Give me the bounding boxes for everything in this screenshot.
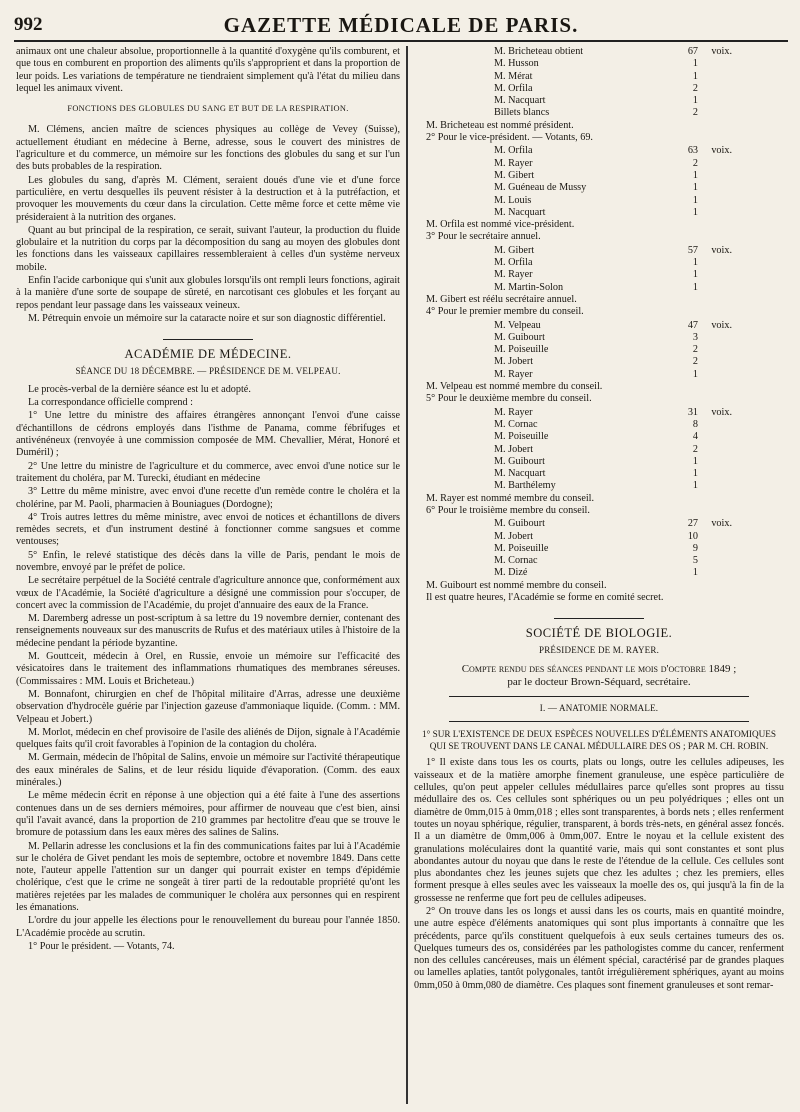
candidate-name: M. Dizé — [494, 567, 528, 579]
section-divider — [449, 696, 749, 697]
closing-line: Il est quatre heures, l'Académie se forme en comité secret. — [426, 592, 664, 604]
vote-count: 2 — [692, 157, 698, 169]
vote-table-4 — [414, 320, 784, 381]
academie-heading: ACADÉMIE DE MÉDECINE. — [124, 347, 292, 362]
candidate-name: M. Guibourt — [494, 518, 545, 530]
vote-unit: voix. — [711, 145, 732, 157]
candidate-name: M. Rayer — [494, 406, 533, 418]
vote-heading: 3° Pour le secrétaire annuel. — [426, 231, 541, 243]
vote-row — [414, 46, 784, 58]
vote-count: 1 — [692, 269, 698, 281]
vote-row — [414, 158, 784, 170]
vote-count: 57 — [687, 244, 698, 256]
vote-count: 1 — [692, 95, 698, 107]
candidate-name: M. Jobert — [494, 443, 534, 455]
part-heading: I. — ANATOMIE NORMALE. — [539, 702, 659, 713]
candidate-name: M. Rayer — [494, 368, 533, 380]
vote-row — [414, 71, 784, 83]
paragraph: 2° Une lettre du ministre de l'agriculture et du commerce, avec envoi d'une notice sur le traitement du choléra, par M. Turecki, étudiant en médecine — [16, 460, 400, 484]
vote-row — [414, 58, 784, 70]
left-column — [16, 46, 400, 1104]
paragraph: 1° Pour le président. — Votants, 74. — [28, 940, 175, 952]
candidate-name: M. Cornac — [494, 418, 538, 430]
compte-rendu-author: par le docteur Brown-Séquard, secrétaire. — [507, 676, 691, 689]
seance-heading: SÉANCE DU 18 DÉCEMBRE. — PRÉSIDENCE DE M. VELPEAU. — [75, 365, 341, 376]
paragraph: L'ordre du jour appelle les élections pour le renouvellement du bureau pour l'année 1850. L'Académie procède au scrutin. — [16, 915, 400, 939]
vote-unit: voix. — [711, 244, 732, 256]
paragraph: Le secrétaire perpétuel de la Société centrale d'agriculture annonce que, conformément aux vœux de l'Académie, la Société d'agriculture a désigné une commission pour s'occuper, de concert avec la commission de l'Académie, du projet d'annuaire des eaux de la France. — [16, 575, 400, 611]
vote-count: 5 — [692, 555, 698, 567]
candidate-name: M. Louis — [494, 194, 532, 206]
candidate-name: M. Nacquart — [494, 206, 546, 218]
vote-count: 4 — [692, 431, 698, 443]
vote-table-5 — [414, 407, 784, 493]
paragraph: 2° On trouve dans les os longs et aussi dans les os courts, mais en quantité moindre, une autre espèce d'éléments anatomiques qui sont plus importants à connaître que les précédents, parce qu'ils constituent quelquefois à eux seuls certaines tumeurs des os. Quelques tumeurs des os, considérées par les pathologistes comme du cancer, renferment non des cellules cancéreuses, mais un élément spécial, caractérisé par de grandes plaques ou lamelles aplaties, tantôt polygonales, tantôt irrégulièrement sphériques, ayant au moins 0mm,050 à 0mm,080 de diamètre. Ces plaques sont finement granuleuses et sont remar- — [414, 906, 784, 991]
paragraph: Le même médecin écrit en réponse à une objection qui a été faite à l'une des assertions contenues dans un de ses derniers mémoires, pour affirmer de nouveau que c'est bien, ainsi qu'il l'avait avancé, dans la proportion de 210 grammes par hectolitre d'eau que se trouve le bromure de potassium dans les eaux mères des salines de Salins. — [16, 790, 400, 839]
article-title: 1° SUR L'EXISTENCE DE DEUX ESPÈCES NOUVELLES D'ÉLÉMENTS ANATOMIQUES QUI SE TROUVENT DANS LE CANAL MÉDULLAIRE DES OS ; PAR M. CH. ROBIN. — [422, 728, 776, 752]
vote-table-1 — [414, 46, 784, 120]
vote-table-3 — [414, 245, 784, 294]
paragraph: 1° Une lettre du ministre des affaires étrangères annonçant l'envoi d'une caisse d'échantillons de cédrons employés dans l'isthme de Panama, comme fébrifuges et antivénéneux (renvoyée à une commission composée de MM. Chevallier, Mérat, Honoré et Duméril) ; — [16, 410, 400, 459]
candidate-name: M. Husson — [494, 58, 539, 70]
candidate-name: M. Bricheteau obtient — [494, 46, 584, 57]
vote-count: 2 — [692, 443, 698, 455]
paragraph: M. Bonnafont, chirurgien en chef de l'hôpital militaire d'Arras, adresse une deuxième observation d'hydrocèle guérie par l'injection gazeuse d'ammoniaque liquide. (Comm. : MM. Velpeau et Jobert.) — [16, 688, 400, 725]
vote-table-6 — [414, 518, 784, 579]
vote-count: 1 — [692, 468, 698, 480]
candidate-name: M. Gibert — [494, 169, 535, 181]
vote-table-2 — [414, 145, 784, 219]
candidate-name: M. Guibourt — [494, 331, 545, 343]
vote-row — [414, 145, 784, 157]
candidate-name: M. Martin-Solon — [494, 281, 564, 293]
vote-result: M. Velpeau est nommé membre du conseil. — [426, 381, 603, 393]
vote-row — [414, 257, 784, 269]
presidence-heading: PRÉSIDENCE DE M. RAYER. — [538, 644, 660, 655]
candidate-name: M. Mérat — [494, 70, 533, 82]
paragraph: Enfin l'acide carbonique qui s'unit aux globules lorsqu'ils ont rempli leurs fonctions, agirait à la manière d'une sorte de soupape de sûreté, en narcotisant ces globules et les forçant au repos pendant leur passage dans les vaisseaux veineux. — [16, 275, 400, 311]
vote-unit: voix. — [711, 46, 732, 57]
vote-row — [414, 480, 784, 492]
vote-heading: 5° Pour le deuxième membre du conseil. — [426, 393, 592, 405]
candidate-name: M. Orfila — [494, 145, 533, 157]
vote-row — [414, 332, 784, 344]
vote-count: 1 — [692, 368, 698, 380]
vote-unit: voix. — [711, 518, 732, 530]
vote-row — [414, 320, 784, 332]
newspaper-page — [14, 10, 788, 1106]
vote-row — [414, 356, 784, 368]
paragraph: M. Morlot, médecin en chef provisoire de l'asile des aliénés de Dijon, signale à l'Académie quelques faits qu'il croit favorables à l'opinion de la contagion du choléra. — [16, 726, 400, 751]
vote-result: M. Guibourt est nommé membre du conseil. — [426, 579, 607, 591]
candidate-name: M. Cornac — [494, 555, 538, 567]
candidate-name: M. Orfila — [494, 257, 533, 269]
vote-row — [414, 555, 784, 567]
paragraph: Le procès-verbal de la dernière séance est lu et adopté. — [28, 383, 251, 395]
columns — [14, 46, 788, 1104]
candidate-name: M. Rayer — [494, 157, 533, 169]
vote-result: M. Rayer est nommé membre du conseil. — [426, 492, 595, 504]
vote-row — [414, 518, 784, 530]
vote-count: 1 — [692, 257, 698, 269]
paragraph: 4° Trois autres lettres du même ministre, avec envoi de notices et échantillons de divers remèdes secrets, et d'un instrument destiné à fonctionner comme sangsues et comme ventouses; — [16, 511, 400, 548]
vote-result: M. Bricheteau est nommé président. — [426, 119, 574, 131]
candidate-name: M. Poiseuille — [494, 542, 549, 554]
vote-count: 1 — [692, 480, 698, 492]
section-rubric: FONCTIONS DES GLOBULES DU SANG ET BUT DE LA RESPIRATION. — [67, 104, 349, 114]
vote-row — [414, 468, 784, 480]
paragraph: M. Germain, médecin de l'hôpital de Salins, envoie un mémoire sur l'activité thérapeutique des eaux minérales de Salins, et de leur résidu liquide d'évaporation. (Comm. des eaux minérales.) — [16, 752, 400, 789]
vote-row — [414, 207, 784, 219]
vote-row — [414, 282, 784, 294]
paragraph: M. Daremberg adresse un post-scriptum à sa lettre du 19 novembre dernier, contenant des renseignements nouveaux sur des manuscrits de Rufus et des matériaux utiles à l'histoire de la médecine pendant la période byzantine. — [16, 613, 400, 649]
paragraph: animaux ont une chaleur absolue, proportionnelle à la quantité d'oxygène qu'ils comburent, et que tous en comburent en proportion des aliments qu'ils s'approprient et dans la proportion de leur poids. Les variations de température ne tiendraient simplement qu'à l'état du milieu dans lequel les animaux vivent. — [16, 46, 400, 94]
vote-row — [414, 344, 784, 356]
vote-count: 1 — [692, 169, 698, 181]
paragraph: La correspondance officielle comprend : — [28, 397, 193, 409]
vote-count: 2 — [692, 107, 698, 119]
vote-row — [414, 83, 784, 95]
candidate-name: M. Velpeau — [494, 319, 541, 331]
vote-count: 2 — [692, 356, 698, 368]
candidate-name: M. Nacquart — [494, 468, 546, 480]
vote-result: M. Orfila est nommé vice-président. — [426, 219, 575, 231]
vote-heading: 2° Pour le vice-président. — Votants, 69. — [426, 132, 593, 144]
vote-count: 1 — [692, 206, 698, 218]
journal-title: GAZETTE MÉDICALE DE PARIS. — [223, 13, 579, 37]
section-divider — [449, 721, 749, 722]
vote-row — [414, 245, 784, 257]
vote-result: M. Gibert est réélu secrétaire annuel. — [426, 293, 577, 305]
candidate-name: M. Nacquart — [494, 95, 546, 107]
paragraph: M. Pellarin adresse les conclusions et la fin des communications faites par lui à l'Académie sur le choléra de Givet pendant les mois de septembre, octobre et novembre 1849. Dans cette note, l'auteur appelle l'attention sur un danger qui pourrait exister en temps d'épidémie cholérique, c'est que le crime ne songeât à tirer parti de la redoutable propriété qu'ont les matières rejetées par les malades de communiquer le choléra aux personnes qui en respirent les émanations. — [16, 840, 400, 913]
paragraph: M. Pétrequin envoie un mémoire sur la cataracte noire et sur son diagnostic différentiel. — [28, 312, 386, 324]
vote-count: 27 — [687, 518, 698, 530]
candidate-name: M. Poiseuille — [494, 431, 549, 443]
vote-row — [414, 543, 784, 555]
vote-count: 2 — [692, 344, 698, 356]
vote-count: 1 — [692, 182, 698, 194]
vote-count: 8 — [692, 418, 698, 430]
vote-count: 31 — [687, 406, 698, 418]
paragraph: 5° Enfin, le relevé statistique des décès dans la ville de Paris, pendant le mois de novembre, envoyé par le préfet de police. — [16, 549, 400, 573]
vote-row — [414, 567, 784, 579]
section-divider — [163, 339, 253, 340]
vote-row — [414, 531, 784, 543]
right-column — [414, 46, 784, 1104]
vote-row — [414, 107, 784, 119]
vote-row — [414, 456, 784, 468]
vote-row — [414, 195, 784, 207]
vote-count: 1 — [692, 567, 698, 579]
societe-heading: SOCIÉTÉ DE BIOLOGIE. — [525, 626, 673, 641]
vote-count: 1 — [692, 455, 698, 467]
paragraph: Les globules du sang, d'après M. Clément, seraient doués d'une vie et d'une force particulière, en vertu desquelles ils peuvent résister à la destruction et à la putréfaction, et provoquer les mouvements du cœur dans la circulation. Cette même force et cette même vie présideraient à la nutrition des organes. — [16, 174, 400, 223]
candidate-name: M. Orfila — [494, 82, 533, 94]
vote-count: 9 — [692, 542, 698, 554]
vote-row — [414, 431, 784, 443]
vote-row — [414, 369, 784, 381]
vote-count: 47 — [687, 319, 698, 331]
candidate-name: Billets blancs — [494, 107, 550, 119]
compte-rendu-line: Compte rendu des séances pendant le mois d'octobre 1849 ; — [461, 662, 737, 675]
column-rule — [406, 46, 408, 1104]
vote-row — [414, 182, 784, 194]
page-header — [14, 10, 788, 42]
vote-count: 3 — [692, 331, 698, 343]
vote-row — [414, 419, 784, 431]
vote-row — [414, 95, 784, 107]
candidate-name: M. Guibourt — [494, 455, 545, 467]
candidate-name: M. Barthélemy — [494, 480, 556, 492]
paragraph: M. Gouttceit, médecin à Orel, en Russie, envoie un mémoire sur l'efficacité des vésicatoires dans le traitement des inflammations rhumatiques des membranes séreuses. (Commissaires : MM. Louis et Bricheteau.) — [16, 651, 400, 687]
candidate-name: M. Jobert — [494, 530, 534, 542]
vote-count: 1 — [692, 70, 698, 82]
vote-heading: 6° Pour le troisième membre du conseil. — [426, 504, 590, 516]
paragraph: M. Clémens, ancien maître de sciences physiques au collège de Vevey (Suisse), actuellement étudiant en médecine à Berne, adresse, sous le couvert des ministres de l'agriculture et du commerce, un mémoire sur les fonctions des globules du sang et sur l'un des buts probables de la respiration. — [16, 124, 400, 173]
vote-count: 1 — [692, 58, 698, 70]
paragraph: 1° Il existe dans tous les os courts, plats ou longs, outre les cellules adipeuses, les vaisseaux et de la matière amorphe finement granuleuse, une espèce particulière de cellules, qu'on peut appeler cellules médullaires parce qu'elles sont propres au tissu médullaire des os. Ces cellules sont sphériques ou un peu polyédriques ; elles ont un diamètre de 0mm,015 à 0mm,018 ; elles sont transparentes, à bords nets ; elles renferment toutes un noyau sphérique, régulier, transparent, à bords très-nets, en général assez foncés. Il a un diamètre de 0mm,006 à 0mm,007. Entre le noyau et la cellule existent des granulations moléculaires dont la quantité varie, mais qui sont constantes et sont plus abondantes autour du noyau que dans le reste de l'étendue de la cellule. Ces cellules sont plus abondantes chez les jeunes sujets que chez les adultes ; chez les premiers, elles forment presque à elles seules avec les vaisseaux la moelle des os, qui jusqu'à la fin de la grossesse ne renferme que fort peu de cellules adipeuses. — [414, 757, 784, 904]
candidate-name: M. Rayer — [494, 269, 533, 281]
paragraph: 3° Lettre du même ministre, avec envoi d'une recette d'un remède contre le choléra et la cholérine, par M. Paoli, pharmacien à Bouniagues (Dordogne); — [16, 486, 400, 510]
vote-unit: voix. — [711, 319, 732, 331]
vote-count: 63 — [687, 145, 698, 157]
vote-count: 2 — [692, 82, 698, 94]
paragraph: Quant au but principal de la respiration, ce serait, suivant l'auteur, la production du fluide globulaire et la nutrition du corps par la décomposition du sang au moyen des globules dont les fonctions dans les vaisseaux capillaires ressembleraient à celles d'un système nerveux mobile. — [16, 224, 400, 273]
candidate-name: M. Gibert — [494, 244, 535, 256]
vote-heading: 4° Pour le premier membre du conseil. — [426, 306, 584, 318]
vote-count: 1 — [692, 194, 698, 206]
vote-row — [414, 444, 784, 456]
candidate-name: M. Jobert — [494, 356, 534, 368]
vote-count: 67 — [687, 46, 698, 57]
vote-count: 10 — [687, 530, 698, 542]
vote-row — [414, 269, 784, 281]
section-divider — [554, 618, 644, 619]
page-number: 992 — [14, 14, 43, 35]
vote-row — [414, 407, 784, 419]
vote-count: 1 — [692, 281, 698, 293]
vote-unit: voix. — [711, 406, 732, 418]
candidate-name: M. Guéneau de Mussy — [494, 182, 587, 194]
vote-row — [414, 170, 784, 182]
candidate-name: M. Poiseuille — [494, 344, 549, 356]
